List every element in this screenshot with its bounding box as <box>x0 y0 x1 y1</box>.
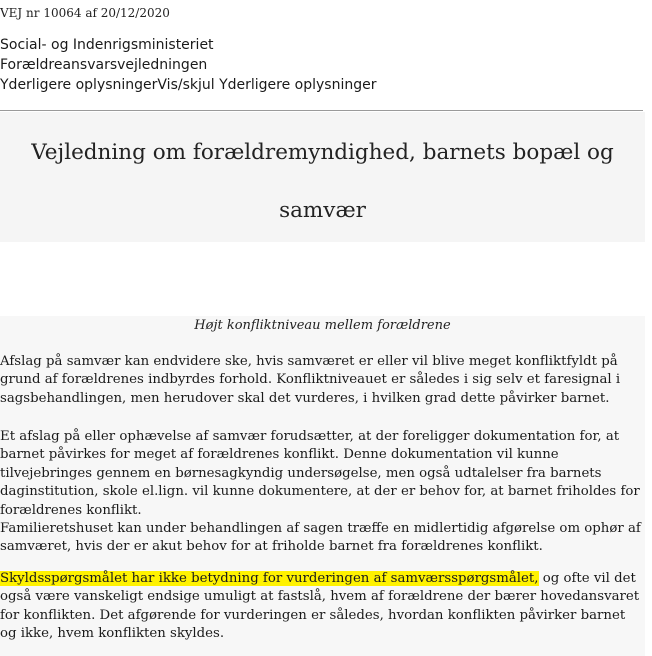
paragraph-1: Afslag på samvær kan endvidere ske, hvis samværet er eller vil blive meget konfliktfyldt på grund af forældrenes indbyrdes forhold. Konfliktniveauet er således i sig selv et faresignal i sagsbehandlingen, men herudover skal det vurderes, i hvilken grad dette påvirker barnet. <box>0 354 621 406</box>
paragraph-4 <box>0 570 645 644</box>
highlighted-text: Skyldsspørgsmålet har ikke betydning for vurderingen af samværsspørgsmålet, <box>0 571 539 586</box>
ministry-header <box>0 35 377 95</box>
document-title: Vejledning om forældremyndighed, barnets bopæl og samvær <box>31 140 614 223</box>
paragraph-4-text: og ofte vil det også være vanskeligt endsige umuligt at fastslå, hvem af forældrene der bærer hovedansvaret for konflikten. Det afgørende for vurderingen er således, hvordan konflikten påvirker barnet og ikke, hvem konflikten skyldes. <box>0 571 640 642</box>
ministry-name: Social- og Indenrigsministeriet <box>0 37 214 53</box>
paragraph-2: Et afslag på eller ophævelse af samvær forudsætter, at der foreligger dokumentation for, at barnet påvirkes for meget af forældrenes konflikt. Denne dokumentation vil kunne tilvejebringes gennem en børnesagkyndig undersøgelse, men også udtalelser fra barnets daginstitution, skole el.lign. vil kunne dokumentere, at der er behov for, at barnet friholdes for forældrenes konflikt. <box>0 429 640 518</box>
more-info-toggle[interactable]: Yderligere oplysningerVis/skjul Yderligere oplysninger <box>0 77 377 93</box>
document-reference: VEJ nr 10064 af 20/12/2020 <box>0 6 170 20</box>
paragraph-3: Familieretshuset kan under behandlingen af sagen træffe en midlertidig afgørelse om ophør af samværet, hvis der er akut behov for at friholde barnet fra forældrenes konflikt. <box>0 521 641 555</box>
document-type: Forældreansvarsvejledningen <box>0 57 208 73</box>
title-band <box>0 112 645 242</box>
section-heading: Højt konfliktniveau mellem forældrene <box>194 318 451 333</box>
header-divider <box>0 110 643 111</box>
